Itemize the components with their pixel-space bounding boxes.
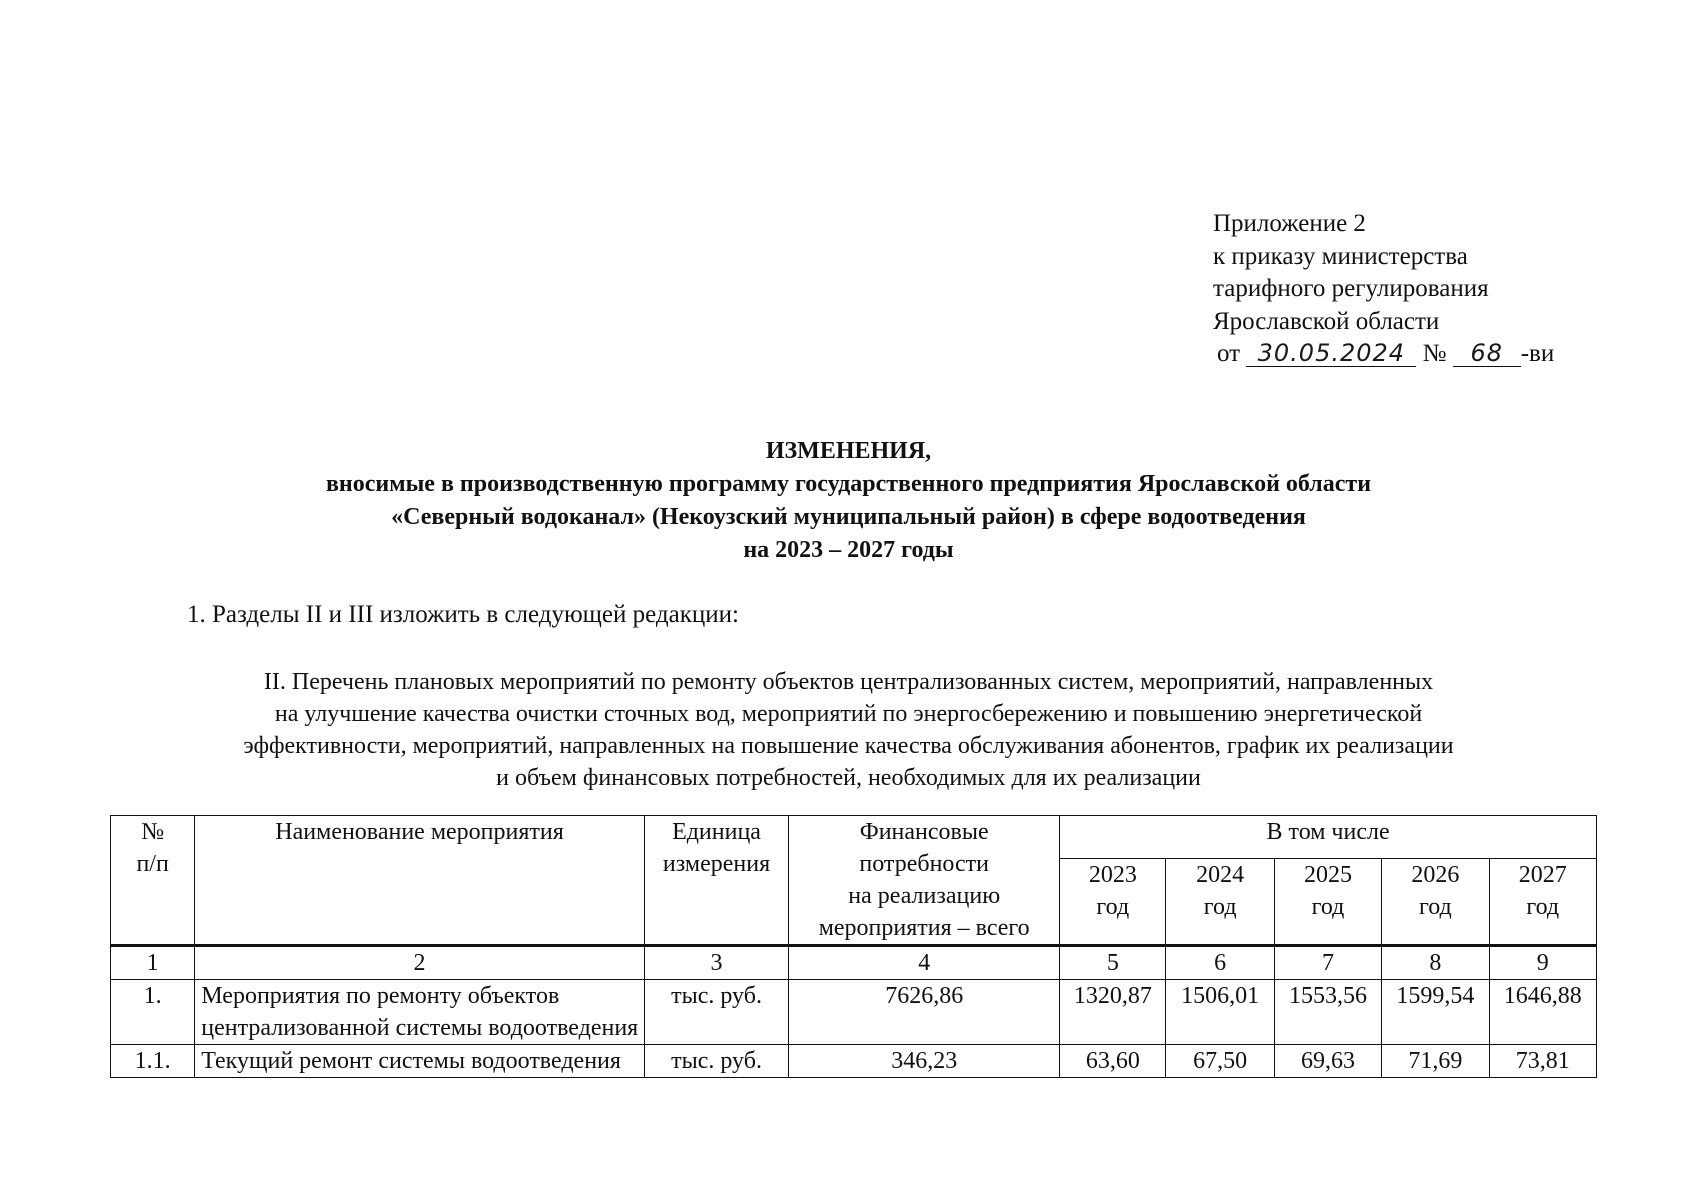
header-unit: Единица измерения	[644, 816, 788, 946]
column-number: 5	[1060, 946, 1166, 980]
header-year: 2024 год	[1166, 859, 1274, 946]
heading-line: на улучшение качества очистки сточных вод, мероприятий по энергосбережению и повышению энергетической	[274, 701, 1423, 727]
title-line: вносимые в производственную программу государственного предприятия Ярославской области	[325, 471, 1372, 497]
row-name: Мероприятия по ремонту объектов централизованной системы водоотведения	[195, 980, 645, 1045]
header-year: 2025 год	[1274, 859, 1381, 946]
column-numbers-row	[111, 946, 1597, 980]
appendix-block	[1213, 208, 1555, 371]
column-number: 8	[1382, 946, 1489, 980]
row-total: 7626,86	[789, 980, 1060, 1045]
header-year: 2023 год	[1060, 859, 1166, 946]
row-value: 69,63	[1274, 1045, 1381, 1078]
appendix-line: Ярославской области	[1213, 307, 1440, 335]
column-number: 6	[1166, 946, 1274, 980]
column-number: 4	[789, 946, 1060, 980]
order-date: 30.05.2024	[1246, 340, 1416, 367]
row-value: 1506,01	[1166, 980, 1274, 1045]
document-title	[0, 435, 1697, 567]
table-row	[111, 1045, 1597, 1078]
row-value: 63,60	[1060, 1045, 1166, 1078]
column-number: 3	[644, 946, 788, 980]
row-value: 1320,87	[1060, 980, 1166, 1045]
order-number: 68	[1453, 340, 1521, 367]
order-suffix: -ви	[1520, 340, 1555, 367]
appendix-line: тарифного регулирования	[1213, 275, 1489, 302]
row-num: 1.	[111, 980, 195, 1045]
header-year: 2027 год	[1489, 859, 1596, 946]
appendix-line: к приказу министерства	[1213, 242, 1468, 270]
title-line: ИЗМЕНЕНИЯ,	[765, 438, 932, 464]
row-value: 1553,56	[1274, 980, 1381, 1045]
section-heading	[0, 666, 1697, 794]
row-value: 1599,54	[1382, 980, 1489, 1045]
header-num: № п/п	[111, 816, 195, 946]
title-line: «Северный водоканал» (Некоузский муниципальный район) в сфере водоотведения	[391, 504, 1306, 530]
appendix-title: Приложение 2	[1213, 210, 1366, 237]
row-num: 1.1.	[111, 1045, 195, 1078]
column-number: 7	[1274, 946, 1381, 980]
row-unit: тыс. руб.	[644, 980, 788, 1045]
table-row	[111, 980, 1597, 1045]
heading-line: и объем финансовых потребностей, необходимых для их реализации	[496, 765, 1201, 791]
row-value: 67,50	[1166, 1045, 1274, 1078]
header-name: Наименование мероприятия	[195, 816, 645, 946]
row-name: Текущий ремонт системы водоотведения	[195, 1045, 645, 1078]
column-number: 2	[195, 946, 645, 980]
number-sign: №	[1422, 340, 1447, 367]
header-total: Финансовые потребности на реализацию мероприятия – всего	[789, 816, 1060, 946]
row-value: 73,81	[1489, 1045, 1596, 1078]
intro-paragraph: 1. Разделы II и III изложить в следующей редакции:	[187, 601, 739, 628]
row-value: 1646,88	[1489, 980, 1596, 1045]
measures-table	[110, 815, 1597, 1078]
column-number: 1	[111, 946, 195, 980]
header-including: В том числе	[1060, 816, 1597, 859]
header-row	[111, 816, 1597, 859]
title-line: на 2023 – 2027 годы	[743, 537, 954, 563]
heading-line: II. Перечень плановых мероприятий по ремонту объектов централизованных систем, мероприятий, направленных	[263, 669, 1434, 695]
heading-line: эффективности, мероприятий, направленных на повышение качества обслуживания абонентов, график их реализации	[243, 733, 1454, 759]
row-value: 71,69	[1382, 1045, 1489, 1078]
header-year: 2026 год	[1382, 859, 1489, 946]
row-unit: тыс. руб.	[644, 1045, 788, 1078]
row-total: 346,23	[789, 1045, 1060, 1078]
from-label: от	[1217, 340, 1241, 367]
column-number: 9	[1489, 946, 1596, 980]
order-reference	[1217, 338, 1554, 371]
